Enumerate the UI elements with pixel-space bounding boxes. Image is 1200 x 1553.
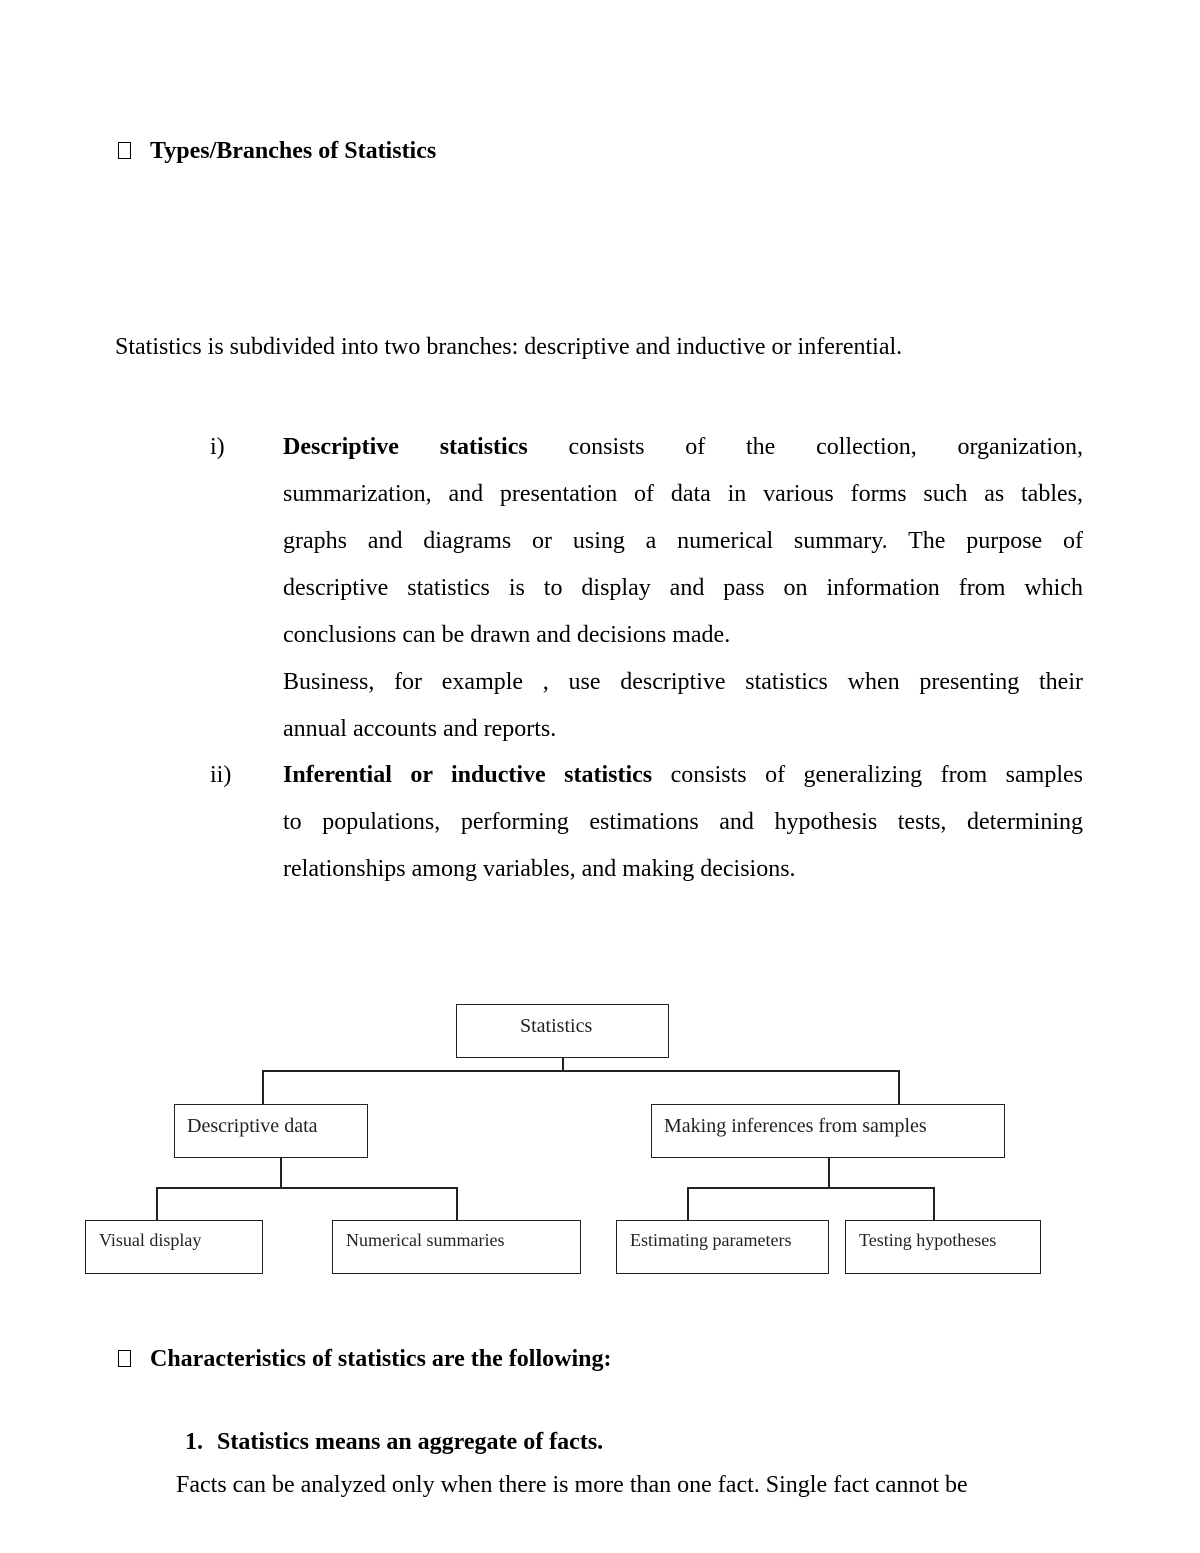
characteristic-title: Statistics means an aggregate of facts. [217, 1429, 604, 1455]
list-item-line: descriptive statistics is to display and pass on information from which [283, 575, 1083, 601]
list-item-line: to populations, performing estimations and hypothesis tests, determining [283, 809, 1083, 835]
connector [280, 1157, 282, 1188]
connector [156, 1187, 457, 1189]
diagram-node-root: Statistics [456, 1004, 669, 1058]
list-item-line: Descriptive statistics consists of the collection, organization, [283, 434, 1084, 460]
diagram-node-numerical-summaries: Numerical summaries [332, 1220, 581, 1274]
section-heading-characteristics [118, 1346, 611, 1373]
term-descriptive-statistics: Descriptive statistics [283, 434, 528, 460]
list-item-line: annual accounts and reports. [283, 716, 557, 742]
connector [156, 1187, 158, 1221]
diagram-node-visual-display: Visual display [85, 1220, 263, 1274]
diagram-node-testing-hypotheses: Testing hypotheses [845, 1220, 1041, 1274]
connector [828, 1157, 830, 1188]
diagram-node-descriptive: Descriptive data [174, 1104, 368, 1158]
intro-paragraph: Statistics is subdivided into two branches: descriptive and inductive or inferential. [115, 334, 903, 360]
list-number: ii) [210, 762, 232, 788]
list-item-line: summarization, and presentation of data in various forms such as tables, [283, 481, 1083, 507]
square-bullet-icon [118, 142, 131, 159]
characteristic-number: 1. [185, 1429, 203, 1455]
characteristic-heading [185, 1429, 603, 1456]
list-item-line: relationships among variables, and making decisions. [283, 856, 796, 882]
diagram-node-estimating-parameters: Estimating parameters [616, 1220, 829, 1274]
list-item-line: graphs and diagrams or using a numerical summary. The purpose of [283, 528, 1083, 554]
list-item-line: Business, for example , use descriptive statistics when presenting their [283, 669, 1083, 695]
square-bullet-icon [118, 1350, 131, 1367]
list-item-line: Inferential or inductive statistics consists of generalizing from samples [283, 762, 1084, 788]
connector [933, 1187, 935, 1221]
list-item-line: conclusions can be drawn and decisions made. [283, 622, 731, 648]
section-heading-types [118, 138, 436, 165]
characteristic-text: Facts can be analyzed only when there is more than one fact. Single fact cannot be [176, 1472, 968, 1498]
list-number: i) [210, 434, 225, 460]
diagram-node-inferences: Making inferences from samples [651, 1104, 1005, 1158]
connector [262, 1070, 264, 1105]
connector [456, 1187, 458, 1221]
list-item-inferential [283, 752, 1083, 893]
list-item-descriptive [283, 424, 1083, 753]
term-inferential-statistics: Inferential or inductive statistics [283, 762, 653, 788]
connector [562, 1057, 564, 1071]
connector [898, 1070, 900, 1105]
connector [687, 1187, 689, 1221]
section-title: Types/Branches of Statistics [150, 138, 437, 164]
section-title: Characteristics of statistics are the following: [150, 1346, 612, 1372]
connector [687, 1187, 934, 1189]
connector [262, 1070, 899, 1072]
